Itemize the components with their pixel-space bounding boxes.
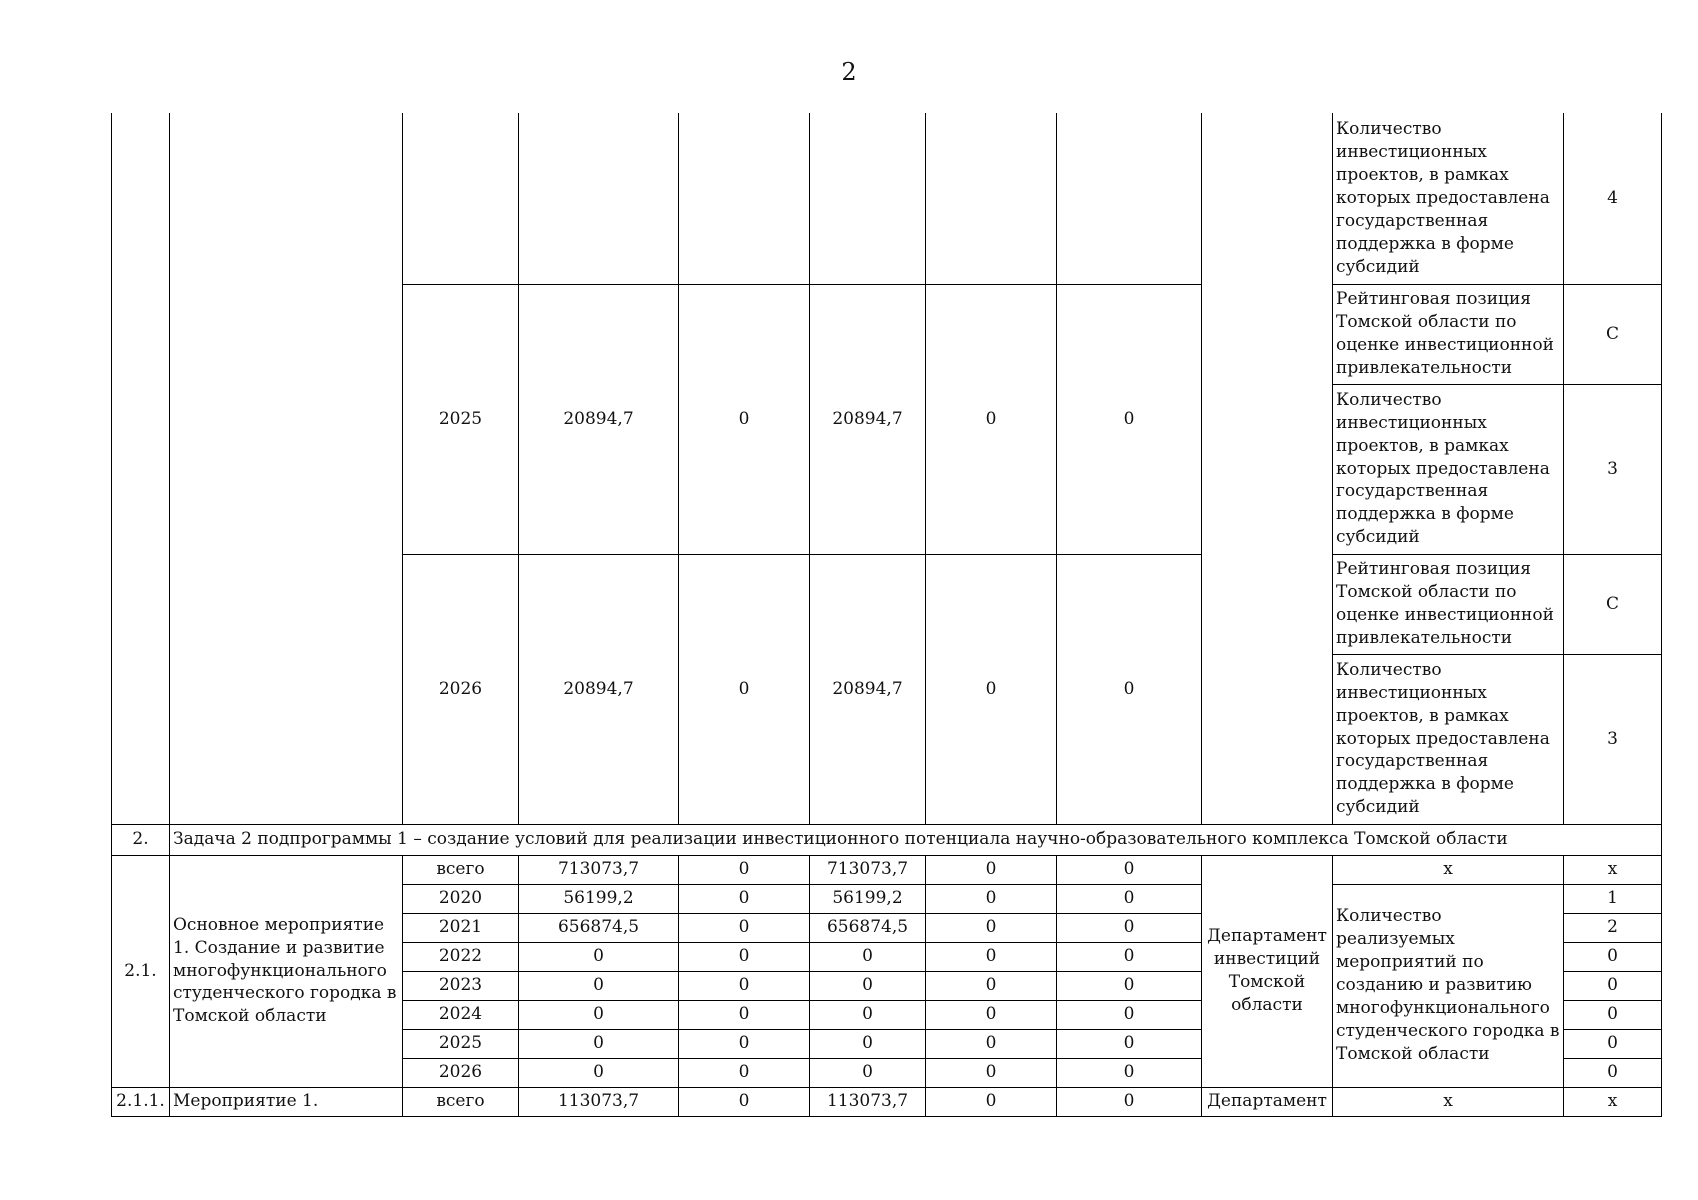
cell-year: всего [403, 1087, 519, 1116]
cell-year: 2021 [403, 913, 519, 942]
cell-offbudget: 0 [1057, 855, 1202, 884]
cell-indicator-value: 0 [1564, 1029, 1662, 1058]
cell-name [170, 113, 403, 824]
cell-indicator-value: С [1564, 284, 1662, 384]
cell-offbudget: 0 [1057, 971, 1202, 1000]
cell-indicator-value: 2 [1564, 913, 1662, 942]
program-table [111, 113, 1662, 1117]
cell-federal: 0 [679, 971, 810, 1000]
cell-indicator-value: х [1564, 1087, 1662, 1116]
cell-total: 20894,7 [519, 284, 679, 554]
measure-indicator-name: Количество реализуемых мероприятий по созданию и развитию многофункционального студенческого городка в Томской области [1333, 884, 1564, 1087]
cell-federal: 0 [679, 1029, 810, 1058]
cell-offbudget: 0 [1057, 1058, 1202, 1087]
cell-local: 0 [926, 284, 1057, 554]
task-title: Задача 2 подпрограммы 1 – создание условий для реализации инвестиционного потенциала научно-образовательного комплекса Томской области [170, 824, 1662, 855]
cell-indicator-name: Рейтинговая позиция Томской области по оценке инвестиционной привлекательности [1333, 284, 1564, 384]
cell-year: 2022 [403, 942, 519, 971]
cell-federal: 0 [679, 1087, 810, 1116]
cell-local [926, 113, 1057, 284]
cell-local: 0 [926, 554, 1057, 824]
table-row-task [112, 824, 1662, 855]
cell-regional: 0 [810, 1029, 926, 1058]
cell-indicator-value: 0 [1564, 942, 1662, 971]
cell-total: 656874,5 [519, 913, 679, 942]
cell-total: 0 [519, 971, 679, 1000]
cell-year: 2025 [403, 284, 519, 554]
cell-regional [810, 113, 926, 284]
cell-offbudget: 0 [1057, 1000, 1202, 1029]
cell-executor [1202, 113, 1333, 824]
cell-indicator-value: 1 [1564, 884, 1662, 913]
cell-federal: 0 [679, 554, 810, 824]
cell-year: 2026 [403, 554, 519, 824]
cell-total: 0 [519, 1000, 679, 1029]
cell-offbudget: 0 [1057, 1029, 1202, 1058]
cell-year: всего [403, 855, 519, 884]
cell-total: 0 [519, 1029, 679, 1058]
cell-total: 0 [519, 942, 679, 971]
cell-year [403, 113, 519, 284]
measure-executor: Департамент [1202, 1087, 1333, 1116]
cell-federal: 0 [679, 855, 810, 884]
cell-year: 2024 [403, 1000, 519, 1029]
cell-indicator-name: Количество инвестиционных проектов, в рамках которых предоставлена государственная поддержка в форме субсидий [1333, 384, 1564, 554]
cell-federal: 0 [679, 884, 810, 913]
page-number: 2 [841, 58, 857, 86]
cell-regional: 20894,7 [810, 284, 926, 554]
cell-regional: 0 [810, 1000, 926, 1029]
cell-indicator-value: х [1564, 855, 1662, 884]
cell-local: 0 [926, 884, 1057, 913]
cell-indicator-name: Количество инвестиционных проектов, в рамках которых предоставлена государственная поддержка в форме субсидий [1333, 654, 1564, 824]
cell-local: 0 [926, 913, 1057, 942]
cell-indicator-value: 3 [1564, 384, 1662, 554]
cell-indicator-name: х [1333, 855, 1564, 884]
cell-indicator-value: 0 [1564, 1000, 1662, 1029]
measure-number: 2.1. [112, 855, 170, 1087]
cell-local: 0 [926, 855, 1057, 884]
cell-num [112, 113, 170, 824]
cell-offbudget: 0 [1057, 1087, 1202, 1116]
cell-local: 0 [926, 1000, 1057, 1029]
cell-regional: 713073,7 [810, 855, 926, 884]
cell-indicator-name: Рейтинговая позиция Томской области по оценке инвестиционной привлекательности [1333, 554, 1564, 654]
cell-total: 20894,7 [519, 554, 679, 824]
cell-offbudget: 0 [1057, 913, 1202, 942]
measure-number: 2.1.1. [112, 1087, 170, 1116]
cell-regional: 0 [810, 971, 926, 1000]
measure-name: Мероприятие 1. [170, 1087, 403, 1116]
cell-year: 2025 [403, 1029, 519, 1058]
cell-federal: 0 [679, 942, 810, 971]
table-row [112, 1087, 1662, 1116]
cell-offbudget: 0 [1057, 942, 1202, 971]
cell-offbudget [1057, 113, 1202, 284]
cell-year: 2023 [403, 971, 519, 1000]
cell-regional: 0 [810, 942, 926, 971]
cell-total: 0 [519, 1058, 679, 1087]
cell-total [519, 113, 679, 284]
cell-local: 0 [926, 1087, 1057, 1116]
cell-year: 2026 [403, 1058, 519, 1087]
cell-regional: 56199,2 [810, 884, 926, 913]
cell-indicator-value: 3 [1564, 654, 1662, 824]
cell-indicator-value: 0 [1564, 1058, 1662, 1087]
cell-total: 113073,7 [519, 1087, 679, 1116]
cell-regional: 656874,5 [810, 913, 926, 942]
cell-federal: 0 [679, 284, 810, 554]
cell-indicator-value: 4 [1564, 113, 1662, 284]
table-row [112, 113, 1662, 284]
cell-local: 0 [926, 971, 1057, 1000]
cell-federal: 0 [679, 913, 810, 942]
cell-federal: 0 [679, 1058, 810, 1087]
cell-federal [679, 113, 810, 284]
cell-indicator-value: С [1564, 554, 1662, 654]
cell-regional: 0 [810, 1058, 926, 1087]
cell-federal: 0 [679, 1000, 810, 1029]
table-row [112, 855, 1662, 884]
cell-local: 0 [926, 1029, 1057, 1058]
task-number: 2. [112, 824, 170, 855]
cell-regional: 113073,7 [810, 1087, 926, 1116]
cell-offbudget: 0 [1057, 554, 1202, 824]
cell-indicator-name: х [1333, 1087, 1564, 1116]
cell-offbudget: 0 [1057, 884, 1202, 913]
measure-executor: Департамент инвестиций Томской области [1202, 855, 1333, 1087]
cell-indicator-name: Количество инвестиционных проектов, в рамках которых предоставлена государственная поддержка в форме субсидий [1333, 113, 1564, 284]
cell-local: 0 [926, 942, 1057, 971]
cell-offbudget: 0 [1057, 284, 1202, 554]
cell-local: 0 [926, 1058, 1057, 1087]
cell-year: 2020 [403, 884, 519, 913]
cell-indicator-value: 0 [1564, 971, 1662, 1000]
measure-name: Основное мероприятие 1. Создание и развитие многофункционального студенческого городка в Томской области [170, 855, 403, 1087]
cell-regional: 20894,7 [810, 554, 926, 824]
cell-total: 713073,7 [519, 855, 679, 884]
cell-total: 56199,2 [519, 884, 679, 913]
